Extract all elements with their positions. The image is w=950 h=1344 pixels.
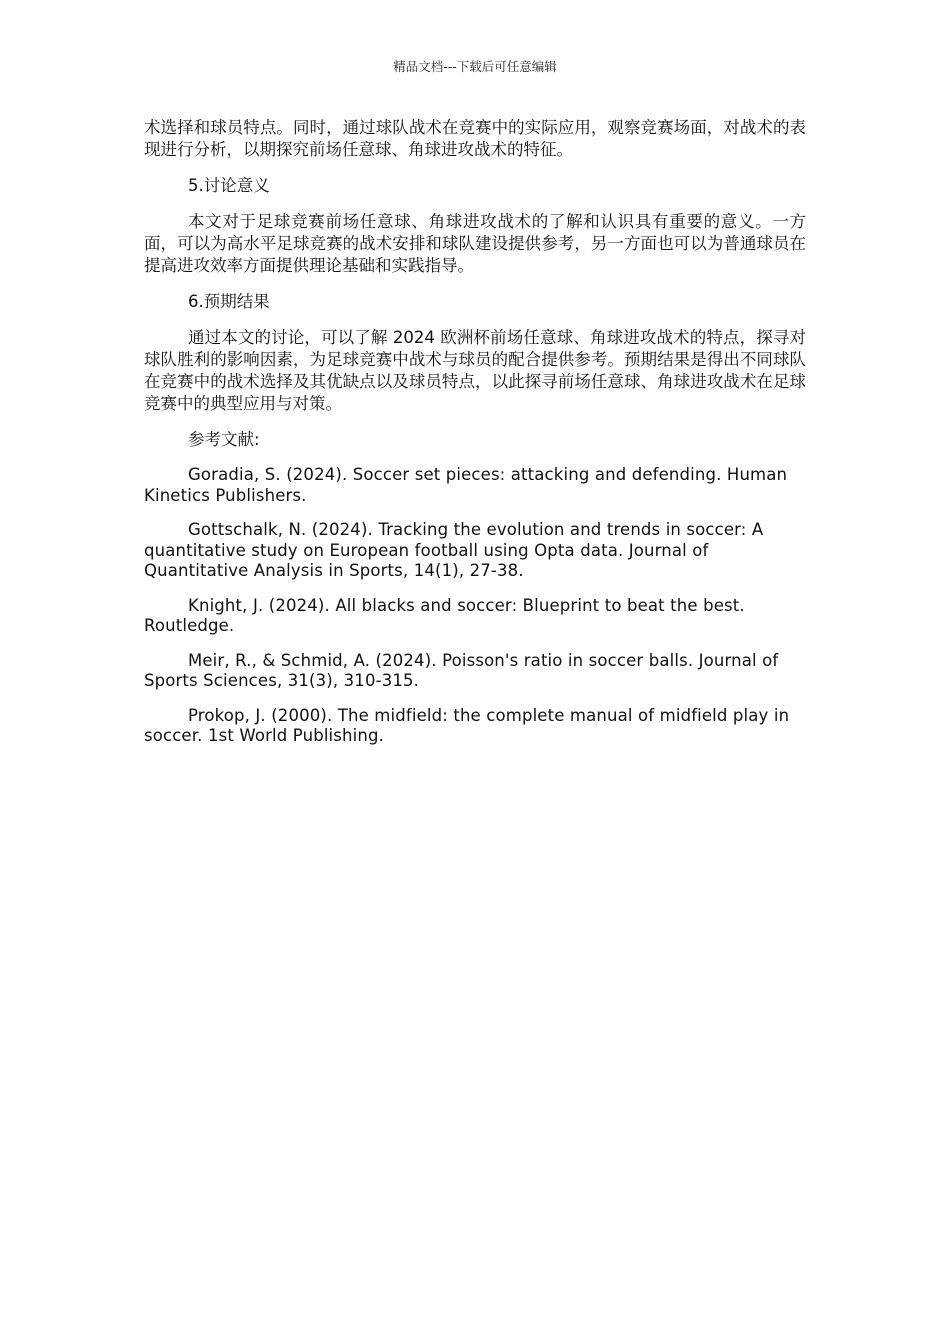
section-heading-discussion-significance: 5.讨论意义	[188, 176, 270, 195]
reference-item: Prokop, J. (2000). The midfield: the complete manual of midfield play in soccer. 1st World Publishing.	[144, 705, 790, 745]
document-body	[144, 117, 806, 761]
reference-list	[144, 465, 806, 747]
reference-item: Knight, J. (2024). All blacks and soccer: Blueprint to beat the best. Routledge.	[144, 595, 745, 635]
paragraph-method-continued: 术选择和球员特点。同时，通过球队战术在竞赛中的实际应用，观察竞赛场面，对战术的表现进行分析，以期探究前场任意球、角球进攻战术的特征。	[144, 118, 806, 159]
reference-item: Gottschalk, N. (2024). Tracking the evolution and trends in soccer: A quantitative study on European football using Opta data. Journal of Quantitative Analysis in Sports, 14(1), 27-38.	[144, 520, 764, 580]
reference-item: Goradia, S. (2024). Soccer set pieces: attacking and defending. Human Kinetics Publishers.	[144, 465, 788, 505]
paragraph-significance: 本文对于足球竞赛前场任意球、角球进攻战术的了解和认识具有重要的意义。一方面，可以为高水平足球竞赛的战术安排和球队建设提供参考，另一方面也可以为普通球员在提高进攻效率方面提供理论基础和实践指导。	[144, 212, 806, 275]
page-header: 精品文档---下载后可任意编辑	[393, 59, 557, 74]
section-heading-expected-results: 6.预期结果	[188, 292, 270, 311]
references-heading: 参考文献:	[188, 430, 260, 449]
paragraph-expected-results: 通过本文的讨论，可以了解 2024 欧洲杯前场任意球、角球进攻战术的特点，探寻对球队胜利的影响因素，为足球竞赛中战术与球员的配合提供参考。预期结果是得出不同球队在竞赛中的战术选择及其优缺点以及球员特点，以此探寻前场任意球、角球进攻战术在足球竞赛中的典型应用与对策。	[144, 328, 806, 413]
reference-item: Meir, R., & Schmid, A. (2024). Poisson's ratio in soccer balls. Journal of Sports Sciences, 31(3), 310-315.	[144, 650, 779, 690]
